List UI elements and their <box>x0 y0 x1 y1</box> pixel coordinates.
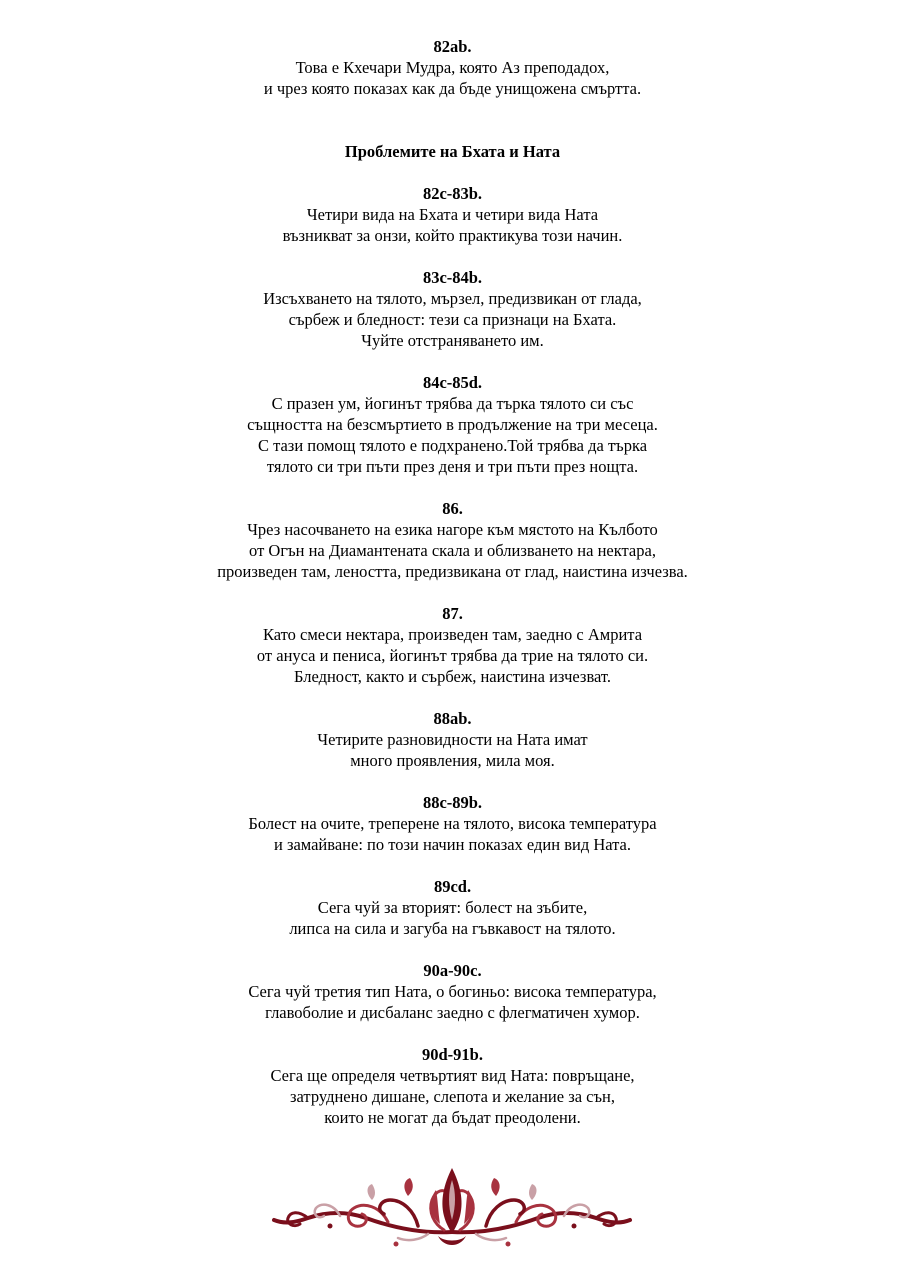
verse-line: С тази помощ тялото е подхранено.Той трябва да търка <box>257 436 648 455</box>
verse-number: 82ab. <box>433 37 472 56</box>
verse-number: 90d-91b. <box>422 1045 483 1064</box>
verse-line: главоболие и дисбаланс заедно с флегматичен хумор. <box>265 1003 640 1022</box>
verse-intro <box>0 36 905 99</box>
verse-86 <box>0 498 905 582</box>
verse-line: много проявления, мила моя. <box>350 751 555 770</box>
verse-number: 90a-90c. <box>423 961 482 980</box>
verse-line: Четирите разновидности на Ната имат <box>317 730 588 749</box>
decorative-flourish-icon <box>268 1160 636 1256</box>
verse-90d-91b <box>0 1044 905 1128</box>
verse-number: 86. <box>442 499 463 518</box>
verse-87 <box>0 603 905 687</box>
verse-84c-85d <box>0 372 905 477</box>
verse-83c-84b <box>0 267 905 351</box>
verse-line: липса на сила и загуба на гъвкавост на тялото. <box>289 919 616 938</box>
verse-line: Сега ще определя четвъртият вид Ната: повръщане, <box>270 1066 635 1085</box>
verse-line: които не могат да бъдат преодолени. <box>324 1108 581 1127</box>
verse-line: Сега чуй третия тип Ната, о богиньо: висока температура, <box>248 982 657 1001</box>
verse-number: 83c-84b. <box>422 268 483 287</box>
verse-line: Болест на очите, треперене на тялото, висока температура <box>248 814 657 833</box>
verse-88ab <box>0 708 905 771</box>
verse-line: тялото си три пъти през деня и три пъти през нощта. <box>266 457 639 476</box>
verse-line: Като смеси нектара, произведен там, заедно с Амрита <box>262 625 643 644</box>
verse-line: възникват за онзи, който практикува този начин. <box>282 226 623 245</box>
verse-line: произведен там, леността, предизвикана от глад, наистина изчезва. <box>217 562 688 581</box>
verse-82c-83b <box>0 183 905 246</box>
verse-line: Чуйте отстраняването им. <box>361 331 544 350</box>
verse-90a-90c <box>0 960 905 1023</box>
verse-line: от Огън на Диамантената скала и облизването на нектара, <box>249 541 656 560</box>
verse-line: затруднено дишане, слепота и желание за сън, <box>290 1087 615 1106</box>
verse-number: 82c-83b. <box>422 184 483 203</box>
verse-line: Четири вида на Бхата и четири вида Ната <box>306 205 599 224</box>
verse-number: 89cd. <box>433 877 472 896</box>
verse-line: същността на безсмъртието в продължение на три месеца. <box>247 415 658 434</box>
verse-number: 88ab. <box>433 709 472 728</box>
verse-line: Бледност, както и сърбеж, наистина изчезват. <box>293 667 612 686</box>
verse-88c-89b <box>0 792 905 855</box>
verse-number: 88c-89b. <box>422 793 483 812</box>
verse-line: Изсъхването на тялото, мързел, предизвикан от глада, <box>263 289 642 308</box>
verse-number: 84c-85d. <box>422 373 483 392</box>
verse-line: и замайване: по този начин показах един вид Ната. <box>273 835 632 854</box>
verse-line: С празен ум, йогинът трябва да търка тялото си със <box>271 394 634 413</box>
verse-number: 87. <box>442 604 463 623</box>
verse-line: Чрез насочването на езика нагоре към мястото на Кълбото <box>247 520 658 539</box>
verse-line: от ануса и пениса, йогинът трябва да трие на тялото си. <box>256 646 649 665</box>
verse-line: сърбеж и бледност: тези са признаци на Бхата. <box>288 310 617 329</box>
verse-line: Това е Кхечари Мудра, която Аз преподадох, <box>295 58 610 77</box>
section-title: Проблемите на Бхата и Ната <box>344 142 561 161</box>
verse-89cd <box>0 876 905 939</box>
text-column <box>0 36 905 1128</box>
verse-line: Сега чуй за вторият: болест на зъбите, <box>317 898 588 917</box>
verse-line: и чрез която показах как да бъде унищожена смъртта. <box>263 79 642 98</box>
